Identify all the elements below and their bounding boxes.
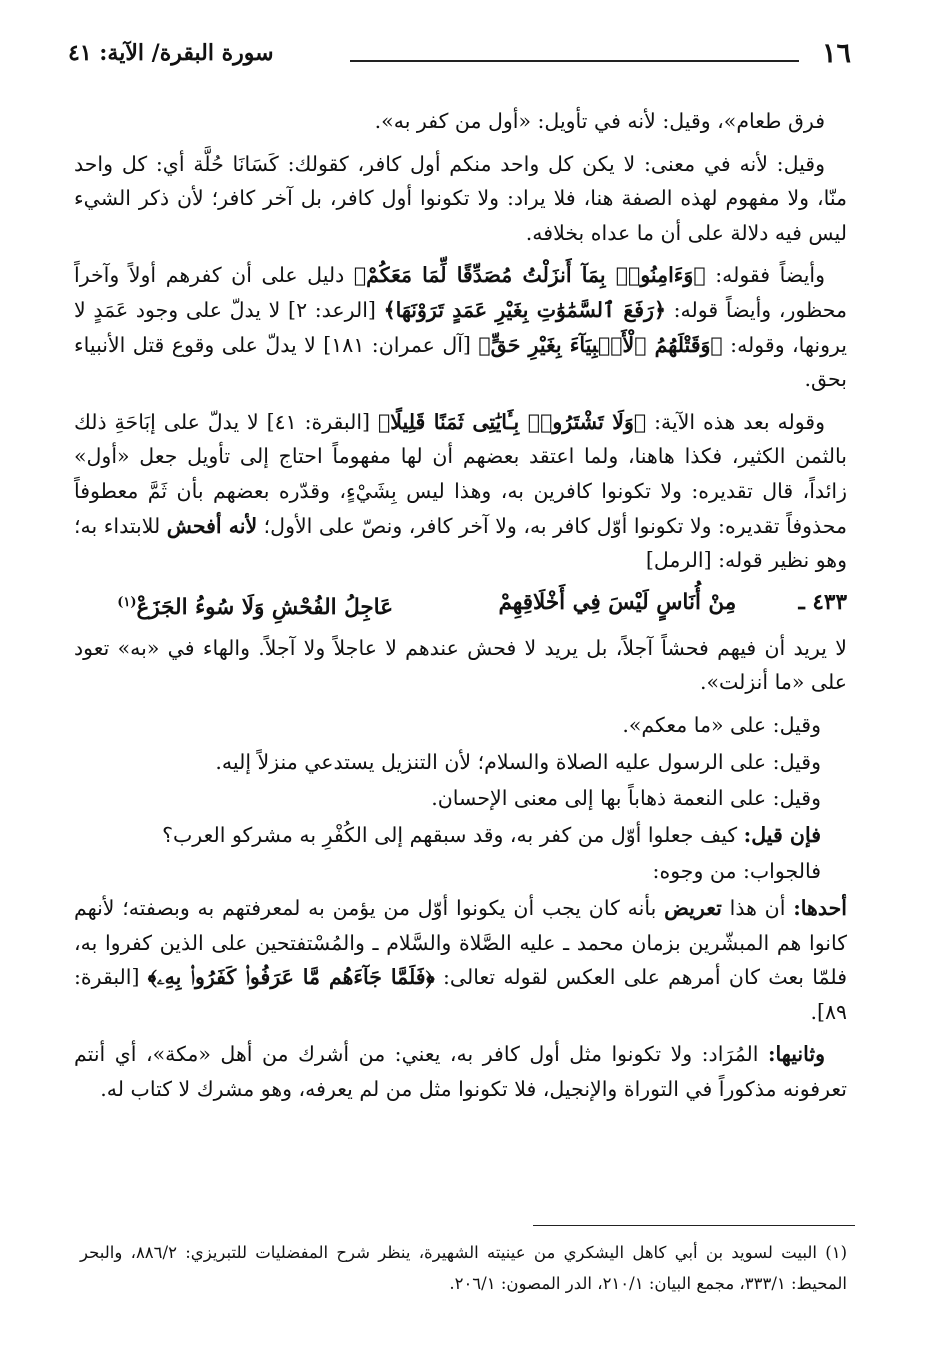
page-header — [68, 38, 851, 72]
quran-quote: ﴿وَءَامِنُوا۟ بِمَآ أَنزَلْتُ مُصَدِّقًا لِّمَا مَعَكُمْ﴾ — [353, 263, 706, 288]
text-segment: فرق طعام»، وقيل: لأنه في تأويل: «أول من كفر به». — [374, 109, 825, 133]
page-number: ١٦ — [821, 38, 851, 69]
text-segment: [الرعد: ٢] لا يدلّ على وجود عَمَدٍ لا يرونها، وقوله: — [74, 297, 847, 357]
verse-hemistich-second-text: عَاجِلُ الفُحْشِ وَلَا سُوءُ الجَزَعْ — [136, 594, 394, 620]
paragraph-p4 — [74, 405, 847, 578]
quran-quote: ﴿فَلَمَّا جَآءَهُم مَّا عَرَفُوا۟ كَفَرُوا۟ بِهِۦ﴾ — [147, 965, 435, 990]
footnote-rule — [533, 1225, 855, 1226]
bold-term: لأنه أفحش — [166, 513, 258, 538]
footnote-marker: (١) — [117, 594, 137, 610]
text-segment: [البقرة: ٨٩]. — [74, 965, 847, 1024]
text-segment: بأنه كان يجب أن يكونوا أوّل من يؤمن به لمعرفتهم به وبصفته؛ لأنهم كانوا هم المبشّرين بزمان محمد ـ عليه الصَّلاة والسَّلام ـ والمُسْتفتحين على الذين كفروا به، فلمّا بعث كان أمرهم على العكس لقوله تعالى: — [74, 896, 847, 990]
text-segment: وقيل: على الرسول عليه الصلاة والسلام؛ لأن التنزيل يستدعي منزلاً إليه. — [215, 749, 821, 774]
paragraph-p8 — [74, 781, 847, 816]
text-segment: فالجواب: من وجوه: — [652, 859, 821, 884]
text-segment: كيف جعلوا أوّل من كفر به، وقد سبقهم إلى الكُفْرِ به مشركو العرب؟ — [162, 822, 744, 847]
paragraph-p2 — [74, 147, 847, 251]
footnote-text: (١) البيت لسويد بن أبي كاهل اليشكري من عينيته الشهيرة، ينظر شرح المفضليات للتبريزي: ٨٨٦/٢، والبحر المحيط: ٣٣٣/١، مجمع البيان: ٢١٠/١، الدر المصون: ٢٠٦/١. — [80, 1243, 847, 1293]
paragraph-p3 — [74, 258, 847, 396]
main-text — [74, 104, 847, 1115]
text-segment: لا يريد أن فيهم فحشاً آجلاً، بل يريد لا فحش عندهم لا عاجلاً ولا آجلاً. والهاء في «به» تعود على «ما أنزلت». — [74, 635, 847, 695]
paragraph-p10 — [74, 854, 847, 889]
paragraphs-before-verse — [74, 104, 847, 578]
paragraph-p11 — [74, 891, 847, 1029]
text-segment: وقيل: على النعمة ذهاباً بها إلى معنى الإحسان. — [431, 786, 821, 811]
paragraph-p6 — [74, 708, 847, 743]
paragraph-p9 — [74, 818, 847, 853]
bold-term: وثانيها: — [767, 1042, 825, 1067]
bold-term: فإن قيل: — [743, 822, 821, 847]
footnote — [80, 1237, 847, 1299]
paragraph-p12 — [74, 1037, 847, 1106]
paragraph-p1 — [74, 104, 847, 139]
bold-term: تعريض — [664, 896, 722, 921]
text-segment: [آل عمران: ١٨١] لا يدلّ على وقوع قتل الأنبياء بحق. — [74, 332, 847, 392]
text-segment: وقيل: لأنه في معنى: لا يكن كل واحد منكم أول كافر، كقولك: كَسَانَا حُلَّة أي: كل واحد منّا، ولا مفهوم لهذه الصفة هنا، فلا يراد: ولا تكونوا أول كافر، بل آخر كافر؛ لأن ذكر الشيء ليس فيه دلالة على أن ما عداه بخلافه. — [74, 151, 847, 245]
verse-number: ٤٣٣ ـ — [798, 589, 847, 615]
text-segment: وقيل: على «ما معكم». — [622, 713, 821, 738]
text-segment: دليل على أن كفرهم أولاً وآخراً محظور، وأيضاً قوله: — [74, 263, 847, 322]
running-title: سورة البقرة/ الآية: ٤١ — [68, 40, 274, 66]
text-segment: المُرَاد: ولا تكونوا مثل أول كافر به، يعني: من أشرك من أهل «مكة»، أي أنتم تعرفونه مذكوراً في التوراة والإنجيل، فلا تكونوا مثل من لم يعرفه، وهو مشرك لا كتاب له. — [74, 1042, 847, 1101]
quran-quote: ﴿وَقَتْلَهُمُ ٱلْأَنۢبِيَآءَ بِغَيْرِ حَقٍّ﴾ — [478, 332, 723, 357]
text-segment: أن هذا — [721, 896, 794, 921]
text-segment: [البقرة: ٤١] لا يدلّ على إبَاحَةِ ذلك بالثمن الكثير، فكذا هاهنا، ولما اعتقد بعضهم أن لها مفهوماً احتاج إلى تأويل جعل «أول» زائداً، قال تقديره: ولا تكونوا كافرين به، وهذا ليس بِشَيْءٍ، وقدّره بعضهم بأن ثَمَّ معطوفاً محذوفاً تقديره: ولا تكونوا أوّل كافر به، ولا آخر كافر، ونصّ على الأول؛ — [74, 409, 848, 538]
verse-hemistich-second — [74, 586, 436, 625]
text-segment: وقوله بعد هذه الآية: — [646, 409, 826, 434]
paragraph-p5 — [74, 631, 847, 700]
bold-term: أحدها: — [793, 896, 847, 921]
paragraphs-after-verse — [74, 631, 847, 1107]
text-segment: للابتداء به؛ وهو نظير قوله: [الرمل] — [74, 513, 847, 573]
quran-quote: ﴿وَلَا تَشْتَرُوا۟ بِـَٔايَٰتِى ثَمَنًا قَلِيلًا﴾ — [377, 409, 647, 434]
text-segment: وأيضاً فقوله: — [705, 263, 825, 288]
paragraph-p7 — [74, 745, 847, 780]
quran-quote: ﴿رَفَعَ ٱلسَّمَٰوَٰتِ بِغَيْرِ عَمَدٍ تَرَوْنَهَا﴾ — [383, 297, 666, 322]
verse-hemistich-first: مِنْ أُنَاسٍ لَيْسَ فِي أَخْلَاقِهِمْ — [498, 589, 737, 615]
header-rule — [350, 60, 799, 62]
poetry-verse — [74, 586, 847, 625]
